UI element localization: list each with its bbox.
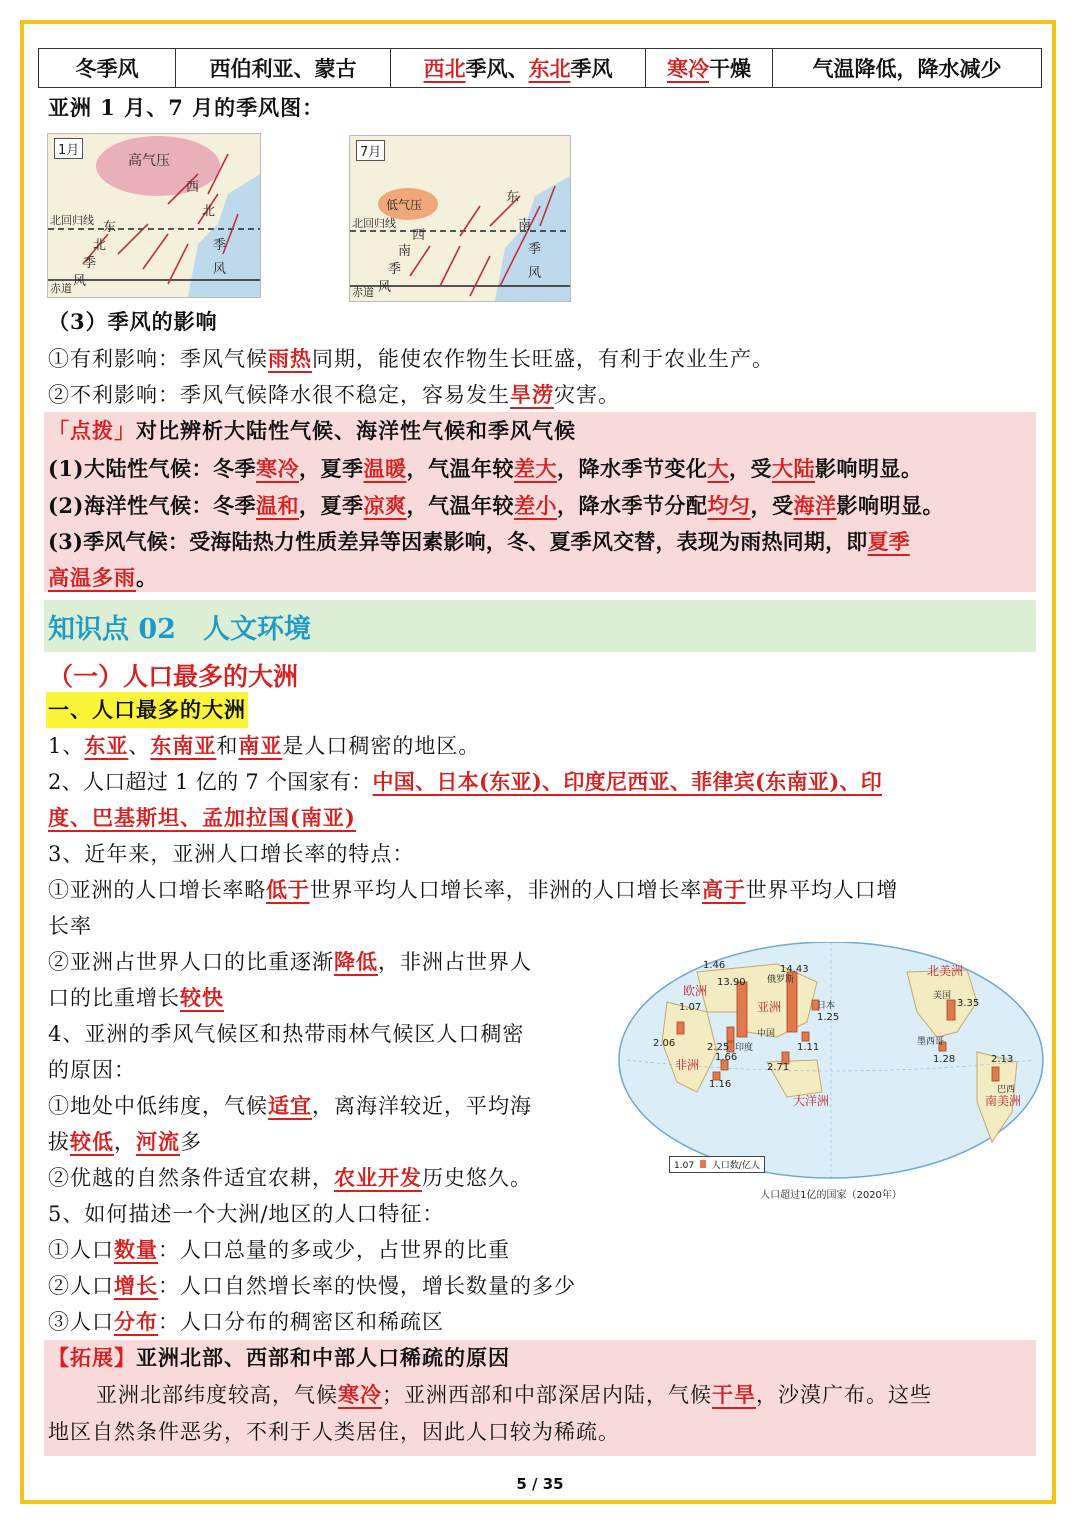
country-label: 日本 [817, 1001, 836, 1011]
jan-wind-char: 季 [83, 256, 97, 271]
population-value: 1.46 [703, 960, 726, 971]
jul-wind-char: 风 [378, 280, 392, 295]
continent-label: 北美洲 [927, 964, 964, 978]
january-monsoon-map [47, 133, 261, 298]
tip-line-2: (2)海洋性气候：冬季温和，夏季凉爽，气温年较差小，降水季节分配均匀，受海洋影响明显。 [48, 493, 944, 518]
population-value: 1.11 [797, 1042, 820, 1053]
population-value: 1.16 [709, 1079, 732, 1090]
jul-wind-char: 季 [388, 262, 402, 277]
population-value: 1.28 [933, 1054, 956, 1065]
extend-para-2: 地区自然条件恶劣，不利于人类居住，因此人口较为稀疏。 [48, 1420, 620, 1444]
jul-tropic-label: 北回归线 [352, 217, 396, 230]
jul-month-label: 7月 [356, 140, 385, 161]
map-caption: 人口超过1亿的国家（2020年） [760, 1190, 902, 1201]
jul-wind-char: 南 [398, 244, 412, 259]
country-label: 墨西哥 [917, 1037, 945, 1047]
jan-wind-char: 季 [213, 238, 227, 253]
continent-label: 欧洲 [683, 984, 708, 998]
low-pressure-label: 低气压 [386, 198, 423, 212]
population-value: 2.25 [707, 1042, 730, 1053]
country-label: 中国 [757, 1029, 776, 1039]
population-value: 1.07 [679, 1002, 702, 1013]
item-3a-cont: 长率 [48, 914, 92, 938]
tip-line-1: (1)大陆性气候：冬季寒冷，夏季温暖，气温年较差大，降水季节变化大，受大陆影响明显。 [48, 456, 923, 481]
country-label: 美国 [933, 991, 952, 1001]
item-2: 2、人口超过 1 亿的 7 个国家有：中国、日本(东亚)、印度尼西亚、菲律宾(东南亚)、印 [48, 769, 883, 794]
july-monsoon-map [349, 135, 571, 302]
jan-wind-char: 东 [103, 220, 117, 235]
item-4c: ①地处中低纬度，气候适宜，离海洋较近，平均海 [48, 1093, 532, 1118]
item-2-cont: 度、巴基斯坦、孟加拉国(南亚) [48, 805, 356, 830]
extend-heading: 【拓展】亚洲北部、西部和中部人口稀疏的原因 [48, 1345, 510, 1370]
nature-cell: 寒冷干燥 [646, 49, 773, 88]
winter-monsoon-table [38, 48, 1042, 88]
population-value: 2.71 [767, 1062, 790, 1073]
jul-wind-char: 西 [412, 228, 426, 243]
impact-good: ①有利影响：季风气候雨热同期，能使农作物生长旺盛，有利于农业生产。 [48, 346, 774, 371]
impact-cell: 气温降低，降水减少 [773, 49, 1042, 88]
jan-wind-char: 风 [213, 262, 227, 277]
jan-wind-char: 西 [186, 180, 200, 195]
jan-tropic-label: 北回归线 [50, 214, 94, 227]
extend-para-1: 亚洲北部纬度较高，气候寒冷；亚洲西部和中部深居内陆，气候干旱，沙漠广布。这些 [96, 1382, 932, 1407]
jan-wind-char: 北 [93, 238, 107, 253]
population-value: 1.66 [715, 1052, 738, 1063]
item-4-cont: 的原因： [48, 1058, 136, 1082]
population-value: 1.25 [817, 1012, 840, 1023]
section-title: 知识点 02 人文环境 [48, 614, 311, 645]
continent-label: 非洲 [675, 1058, 700, 1072]
tip-line-4: 高温多雨。 [48, 565, 158, 590]
jan-wind-char: 北 [202, 204, 216, 219]
item-4e: ②优越的自然条件适宜农耕，农业开发历史悠久。 [48, 1165, 532, 1190]
population-value: 2.06 [653, 1038, 676, 1049]
item-3: 3、近年来，亚洲人口增长率的特点： [48, 842, 415, 866]
continent-label: 大洋洲 [793, 1094, 830, 1108]
world-population-map [617, 942, 1045, 1204]
item-5a: ①人口数量：人口总量的多或少，占世界的比重 [48, 1237, 510, 1262]
tip-heading: 「点拨」对比辨析大陆性气候、海洋性气候和季风气候 [48, 418, 576, 443]
jul-wind-char: 南 [518, 218, 532, 233]
population-value: 3.35 [957, 998, 980, 1009]
population-value: 13.90 [717, 977, 746, 988]
continent-label: 南美洲 [985, 1094, 1022, 1108]
jul-wind-char: 东 [506, 190, 520, 205]
item-3b: ②亚洲占世界人口的比重逐渐降低，非洲占世界人 [48, 949, 532, 974]
item-5b: ②人口增长：人口自然增长率的快慢，增长数量的多少 [48, 1273, 576, 1298]
season-cell: 冬季风 [39, 49, 176, 88]
jan-equator-label: 赤道 [50, 282, 72, 295]
page-number: 5 / 35 [516, 1475, 564, 1493]
item-4d: 拔较低，河流多 [48, 1129, 202, 1154]
population-value: 14.43 [780, 964, 809, 975]
jul-wind-char: 风 [528, 266, 542, 281]
country-label: 印度 [735, 1043, 754, 1053]
impact-bad: ②不利影响：季风气候降水很不稳定，容易发生旱涝灾害。 [48, 382, 620, 407]
high-pressure-label: 高气压 [128, 153, 170, 169]
country-label: 俄罗斯 [767, 975, 795, 985]
jan-month-label: 1月 [54, 138, 83, 159]
jan-wind-char: 风 [73, 274, 87, 289]
table-row [39, 49, 1042, 88]
item-4: 4、亚洲的季风气候区和热带雨林气候区人口稠密 [48, 1022, 525, 1046]
impact-title: （3）季风的影响 [48, 309, 218, 334]
sub-title: （一）人口最多的大洲 [48, 662, 299, 691]
item-3b-cont: 口的比重增长较快 [48, 985, 224, 1010]
direction-cell: 西北季风、东北季风 [391, 49, 646, 88]
jul-wind-char: 季 [528, 242, 542, 257]
source-cell: 西伯利亚、蒙古 [176, 49, 391, 88]
item-3a: ①亚洲的人口增长率略低于世界平均人口增长率，非洲的人口增长率高于世界平均人口增 [48, 877, 899, 902]
monsoon-map-heading: 亚洲 1 月、7 月的季风图： [48, 95, 325, 120]
population-value: 2.13 [991, 1054, 1014, 1065]
continent-label: 亚洲 [757, 1000, 782, 1014]
item-5c: ③人口分布：人口分布的稠密区和稀疏区 [48, 1309, 444, 1334]
map-legend: 1.07 人口数/亿人 [669, 1156, 765, 1173]
item-5: 5、如何描述一个大洲/地区的人口特征： [48, 1202, 445, 1226]
highlight-title: 一、人口最多的大洲 [46, 692, 248, 728]
jul-equator-label: 赤道 [352, 286, 374, 299]
country-label: 巴西 [997, 1085, 1016, 1095]
tip-line-3: (3)季风气候：受海陆热力性质差异等因素影响，冬、夏季风交替，表现为雨热同期，即夏季 [48, 529, 910, 554]
item-1: 1、东亚、东南亚和南亚是人口稠密的地区。 [48, 733, 481, 758]
